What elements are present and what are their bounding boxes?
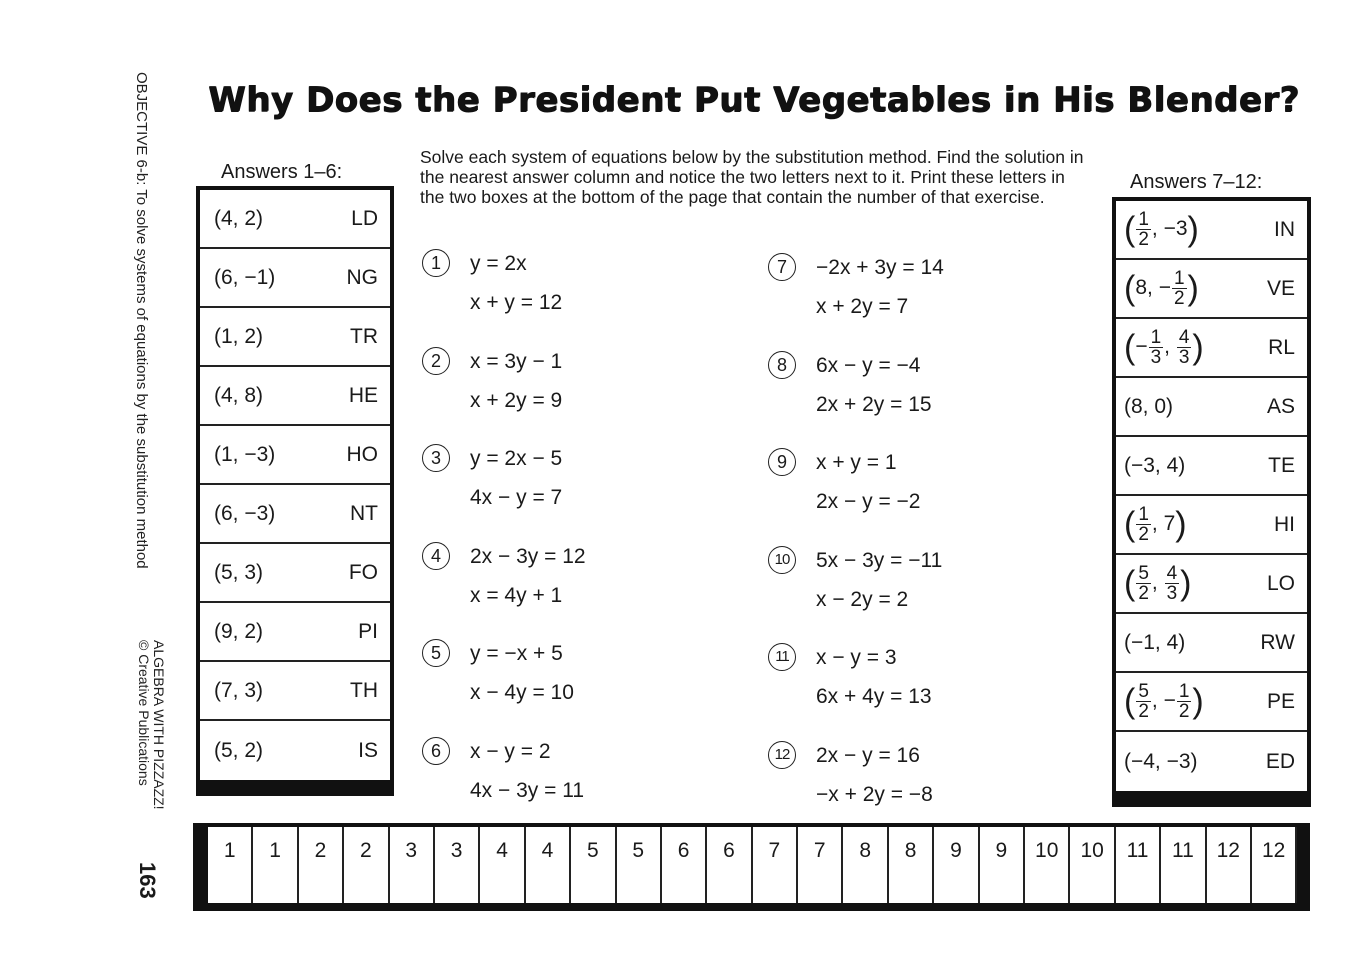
- book-credit: [136, 640, 166, 810]
- punctuation: ): [1192, 682, 1204, 721]
- problem-number: 2: [422, 347, 450, 375]
- answer-box[interactable]: 2: [299, 827, 344, 903]
- punctuation: (: [1124, 682, 1136, 721]
- equation-1: −2x + 3y = 14: [816, 256, 944, 279]
- answer-row: [200, 367, 390, 426]
- book-title: ALGEBRA WITH PIZZAZZ!: [151, 640, 167, 810]
- answer-box[interactable]: 3: [435, 827, 480, 903]
- sign: −: [1135, 335, 1148, 359]
- punctuation: ,: [1151, 217, 1164, 241]
- answer-letters: AS: [1266, 394, 1295, 418]
- equation-2: x + y = 12: [470, 291, 563, 314]
- punctuation: ): [1175, 505, 1187, 544]
- numerator: 1: [1138, 504, 1149, 525]
- problem-number: 7: [768, 253, 796, 281]
- answer-row: [1116, 673, 1307, 732]
- answer-letters: VE: [1266, 276, 1295, 300]
- equation-1: x − y = 3: [816, 646, 897, 669]
- problem-number: 6: [422, 737, 450, 765]
- answer-value: [1124, 564, 1191, 603]
- sign: −: [1163, 689, 1176, 713]
- answer-box[interactable]: 6: [707, 827, 752, 903]
- answers-left-box: [196, 186, 394, 796]
- answers-right-box: [1112, 197, 1311, 807]
- value-b: −3: [1163, 217, 1188, 241]
- answer-row: [1116, 555, 1307, 614]
- punctuation: ,: [1151, 512, 1164, 536]
- answer-value: (7, 3): [214, 678, 264, 702]
- equation-1: x − y = 2: [470, 739, 551, 763]
- answer-row: [1116, 260, 1307, 319]
- fraction: [1136, 682, 1151, 721]
- punctuation: ): [1187, 269, 1199, 308]
- punctuation: ): [1192, 328, 1204, 367]
- equation-1: x + y = 1: [816, 451, 897, 474]
- sign: −: [1158, 276, 1171, 300]
- answer-box[interactable]: 10: [1070, 827, 1115, 903]
- equation-2: 2x − y = −2: [816, 490, 921, 513]
- numerator: 1: [1138, 209, 1149, 230]
- answer-row: [200, 603, 390, 662]
- punctuation: ,: [1151, 689, 1164, 713]
- answer-letters: NG: [346, 265, 378, 289]
- answer-box[interactable]: 7: [753, 827, 798, 903]
- numerator: 1: [1150, 327, 1162, 348]
- answer-value: [1124, 505, 1187, 544]
- answer-box[interactable]: 8: [843, 827, 888, 903]
- answer-row: [200, 662, 390, 721]
- answer-box[interactable]: 5: [571, 827, 616, 903]
- answer-letters: PE: [1266, 689, 1295, 713]
- equation-2: 2x + 2y = 15: [816, 392, 932, 416]
- equation-1: 6x − y = −4: [816, 353, 921, 377]
- value-a: 8: [1135, 276, 1148, 300]
- punctuation: (: [1124, 564, 1136, 603]
- punctuation: ,: [1147, 276, 1159, 300]
- denominator: 2: [1138, 701, 1149, 722]
- fraction: [1149, 328, 1164, 367]
- punctuation: (: [1124, 210, 1136, 249]
- equation-1: 2x − y = 16: [816, 743, 920, 767]
- answer-box[interactable]: 1: [253, 827, 298, 903]
- answer-box[interactable]: 8: [889, 827, 934, 903]
- answer-value: (4, 2): [214, 206, 264, 230]
- answer-box[interactable]: 2: [344, 827, 389, 903]
- equation-1: y = 2x − 5: [470, 447, 563, 470]
- answer-value: [1124, 328, 1204, 367]
- denominator: 2: [1178, 701, 1190, 722]
- answer-value: (−4, −3): [1124, 749, 1198, 773]
- equation-2: 6x + 4y = 13: [816, 685, 932, 708]
- punctuation: ,: [1164, 335, 1176, 359]
- answer-row: [200, 485, 390, 544]
- problem-number: 1: [422, 249, 450, 277]
- denominator: 2: [1173, 288, 1185, 309]
- punctuation: ,: [1151, 571, 1164, 595]
- equation-2: x + 2y = 9: [470, 388, 563, 412]
- answer-box[interactable]: 10: [1025, 827, 1070, 903]
- answer-row: [1116, 201, 1307, 260]
- answer-letters: TH: [350, 678, 378, 702]
- equation-1: y = −x + 5: [470, 642, 563, 665]
- equation-1: 5x − 3y = −11: [816, 548, 943, 572]
- answer-value: (1, −3): [214, 442, 276, 466]
- answer-value: (1, 2): [214, 324, 264, 348]
- denominator: 2: [1138, 524, 1149, 545]
- denominator: 3: [1178, 347, 1190, 368]
- denominator: 3: [1150, 347, 1162, 368]
- problem-number: 11: [768, 643, 796, 671]
- answer-letters: ED: [1265, 749, 1295, 773]
- fraction: [1177, 682, 1192, 721]
- denominator: 3: [1166, 583, 1178, 604]
- answer-box[interactable]: 11: [1161, 827, 1206, 903]
- fraction: [1165, 564, 1180, 603]
- answer-letters: HE: [348, 383, 378, 407]
- answer-box[interactable]: 5: [617, 827, 662, 903]
- denominator: 2: [1138, 229, 1149, 250]
- answer-row: [1116, 732, 1307, 791]
- answer-box[interactable]: 6: [662, 827, 707, 903]
- answer-value: (−1, 4): [1124, 630, 1186, 654]
- answer-letters: FO: [348, 560, 378, 584]
- fraction: [1172, 269, 1187, 308]
- numerator: 4: [1166, 563, 1178, 584]
- answer-letters: PI: [358, 619, 378, 643]
- answers-left-label: Answers 1–6:: [221, 161, 343, 183]
- answer-row: [200, 249, 390, 308]
- equation-1: y = 2x: [470, 252, 527, 275]
- answer-letters: LD: [351, 206, 378, 230]
- problem-number: 8: [768, 351, 796, 379]
- problem-number: 3: [422, 444, 450, 472]
- answer-value: (5, 3): [214, 560, 264, 584]
- answer-letters: RL: [1268, 335, 1295, 359]
- fraction: [1136, 505, 1151, 544]
- numerator: 1: [1173, 268, 1185, 289]
- answer-row: [1116, 319, 1307, 378]
- equation-2: 4x − y = 7: [470, 486, 563, 509]
- fraction: [1136, 564, 1151, 603]
- answer-box[interactable]: 11: [1116, 827, 1161, 903]
- answer-strip: [193, 823, 1310, 911]
- answer-letters: IN: [1274, 217, 1295, 241]
- answer-value: (6, −1): [214, 265, 276, 289]
- answer-row: [200, 544, 390, 603]
- answer-box[interactable]: 4: [526, 827, 571, 903]
- punctuation: ): [1180, 564, 1192, 603]
- answer-row: [200, 190, 390, 249]
- answer-value: (−3, 4): [1124, 453, 1186, 477]
- page-title: Why Does the President Put Vegetables in His Blender?: [208, 80, 1300, 120]
- denominator: 2: [1138, 583, 1149, 604]
- fraction: [1136, 210, 1151, 249]
- answer-row: [1116, 496, 1307, 555]
- answer-value: [1124, 269, 1199, 308]
- punctuation: (: [1124, 269, 1136, 308]
- equation-2: −x + 2y = −8: [816, 782, 933, 806]
- answer-letters: RW: [1260, 630, 1295, 654]
- answer-box[interactable]: 4: [480, 827, 525, 903]
- answer-value: (9, 2): [214, 619, 264, 643]
- answers-right-label: Answers 7–12:: [1130, 171, 1263, 193]
- value-b: 7: [1163, 512, 1176, 536]
- page-number: 163: [135, 862, 160, 899]
- answer-row: [1116, 437, 1307, 496]
- answer-letters: LO: [1266, 571, 1295, 595]
- problem-number: 10: [768, 546, 796, 574]
- answer-letters: NT: [350, 501, 378, 525]
- problem-number: 5: [422, 639, 450, 667]
- answer-row: [1116, 378, 1307, 437]
- objective-text: OBJECTIVE 6-b: To solve systems of equations by the substitution method: [133, 72, 150, 569]
- equation-2: 4x − 3y = 11: [470, 778, 585, 802]
- equation-2: x + 2y = 7: [816, 295, 909, 318]
- punctuation: (: [1124, 328, 1136, 367]
- answer-letters: HI: [1274, 512, 1295, 536]
- answer-row: [200, 721, 390, 780]
- answer-value: (6, −3): [214, 501, 276, 525]
- answer-box[interactable]: 12: [1207, 827, 1252, 903]
- answer-letters: IS: [358, 738, 378, 762]
- answer-letters: HO: [346, 442, 378, 466]
- equation-2: x − 2y = 2: [816, 587, 909, 611]
- answer-row: [200, 308, 390, 367]
- answer-box[interactable]: 9: [980, 827, 1025, 903]
- numerator: 1: [1178, 681, 1190, 702]
- equation-1: x = 3y − 1: [470, 349, 563, 373]
- answer-value: (4, 8): [214, 383, 264, 407]
- equation-2: x = 4y + 1: [470, 583, 563, 607]
- answer-value: (5, 2): [214, 738, 264, 762]
- answer-box[interactable]: 12: [1252, 827, 1297, 903]
- answer-box[interactable]: 1: [208, 827, 253, 903]
- numerator: 5: [1138, 681, 1149, 702]
- problem-number: 12: [768, 741, 796, 769]
- numerator: 4: [1178, 327, 1190, 348]
- equation-2: x − 4y = 10: [470, 681, 574, 704]
- problem-number: 4: [422, 542, 450, 570]
- punctuation: (: [1124, 505, 1136, 544]
- instructions: Solve each system of equations below by the substitution method. Find the solution in the nearest answer column and notice the two letters next to it. Print these letters in the two boxes at the bottom of the page that contain the number of that exercise.: [420, 147, 1084, 207]
- answer-box[interactable]: 3: [390, 827, 435, 903]
- publisher: © Creative Publications: [136, 640, 152, 786]
- answer-box[interactable]: 7: [798, 827, 843, 903]
- fraction: [1177, 328, 1192, 367]
- answer-value: [1124, 210, 1199, 249]
- answer-letters: TR: [350, 324, 378, 348]
- answer-row: [1116, 614, 1307, 673]
- punctuation: ): [1187, 210, 1199, 249]
- equation-1: 2x − 3y = 12: [470, 544, 586, 568]
- answer-value: [1124, 682, 1204, 721]
- answer-letters: TE: [1268, 453, 1295, 477]
- numerator: 5: [1138, 563, 1149, 584]
- answer-value: (8, 0): [1124, 394, 1174, 418]
- answer-row: [200, 426, 390, 485]
- problem-number: 9: [768, 448, 796, 476]
- answer-box[interactable]: 9: [934, 827, 979, 903]
